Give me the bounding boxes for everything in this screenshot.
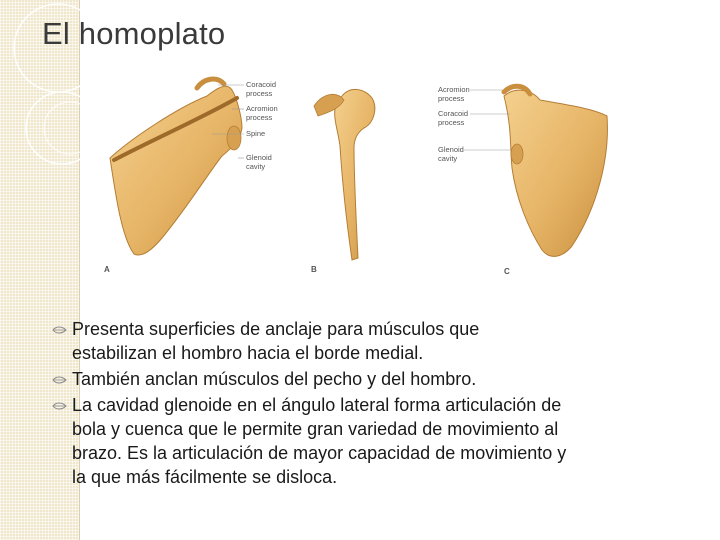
scapula-anterior-view bbox=[504, 86, 607, 256]
label-c-glenoid-2: cavity bbox=[438, 154, 458, 163]
bullet-1-line-2: estabilizan el hombro hacia el borde medial. bbox=[72, 343, 424, 363]
label-a-coracoid-2: process bbox=[246, 89, 273, 98]
label-c-coracoid-2: process bbox=[438, 118, 465, 127]
bullet-3-line-4: la que más fácilmente se disloca. bbox=[72, 467, 338, 487]
bullet-3-line-3: brazo. Es la articulación de mayor capacidad de movimiento y bbox=[72, 443, 567, 463]
panel-letter-c: C bbox=[504, 267, 510, 276]
label-a-coracoid-1: Coracoid bbox=[246, 80, 277, 89]
label-a-spine: Spine bbox=[246, 129, 266, 138]
leaf-bullet-icon bbox=[52, 401, 67, 411]
bullet-item bbox=[52, 367, 684, 391]
panel-c-labels bbox=[438, 85, 510, 276]
bullet-1-line-1: Presenta superficies de anclaje para músculos que bbox=[72, 319, 480, 339]
bullet-list bbox=[52, 317, 684, 491]
label-c-acromion-1: Acromion bbox=[438, 85, 470, 94]
bullet-2-line-1: También anclan músculos del pecho y del hombro. bbox=[72, 369, 477, 389]
label-a-acromion-2: process bbox=[246, 113, 273, 122]
bullet-item bbox=[52, 317, 684, 365]
panel-letter-a: A bbox=[104, 265, 110, 274]
label-a-glenoid-1: Glenoid bbox=[246, 153, 272, 162]
label-c-coracoid-1: Coracoid bbox=[438, 109, 469, 118]
scapula-posterior-view bbox=[110, 79, 242, 255]
label-c-glenoid-1: Glenoid bbox=[438, 145, 464, 154]
bullet-3-line-2: bola y cuenca que le permite gran variedad de movimiento al bbox=[72, 419, 559, 439]
scapula-figure bbox=[92, 68, 632, 283]
label-a-glenoid-2: cavity bbox=[246, 162, 266, 171]
panel-letter-b: B bbox=[311, 265, 317, 274]
leaf-bullet-icon bbox=[52, 325, 67, 335]
bullet-3-line-1: La cavidad glenoide en el ángulo lateral forma articulación de bbox=[72, 395, 562, 415]
label-a-acromion-1: Acromion bbox=[246, 104, 278, 113]
label-c-acromion-2: process bbox=[438, 94, 465, 103]
scapula-lateral-view bbox=[311, 89, 375, 274]
bullet-item bbox=[52, 393, 684, 489]
page-title: El homoplato bbox=[42, 16, 226, 51]
leaf-bullet-icon bbox=[52, 375, 67, 385]
